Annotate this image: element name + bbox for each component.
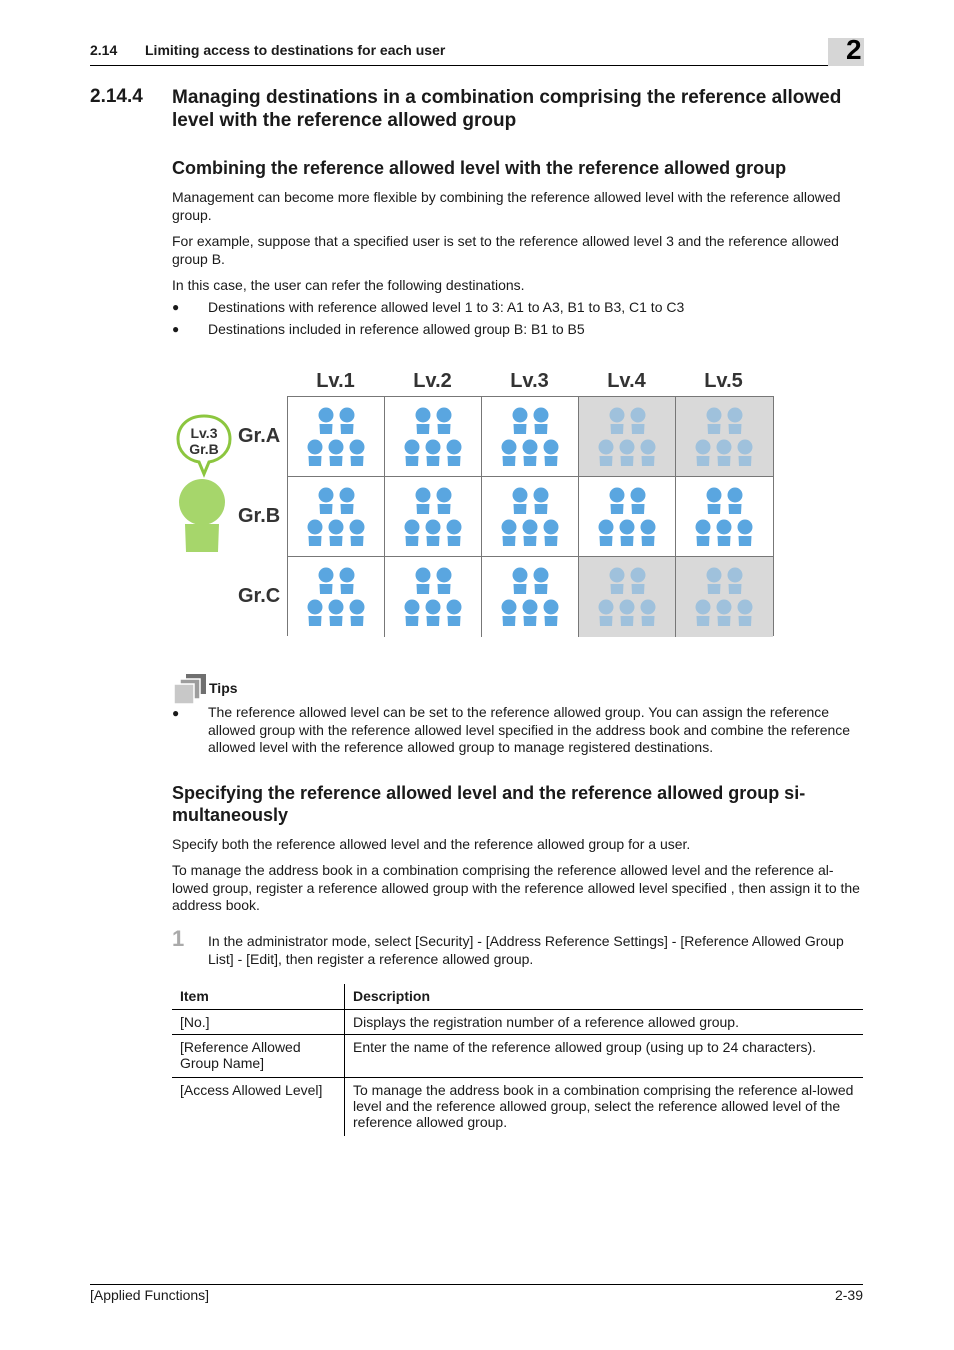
level-label-5: Lv.5 [704, 370, 743, 392]
person-icon [738, 520, 753, 547]
header-section-number: 2.14 [90, 42, 118, 58]
section2-title: Specifying the reference allowed level and the reference allowed group si-multaneously [172, 783, 806, 825]
badge-group: Gr.B [189, 441, 219, 457]
person-icon [631, 408, 646, 435]
person-icon [717, 440, 732, 467]
person-icon [610, 568, 625, 595]
person-icon [340, 568, 355, 595]
user-badge [180, 425, 228, 457]
table-row [172, 1035, 863, 1078]
person-icon [350, 520, 365, 547]
person-icon [340, 408, 355, 435]
chapter-number: 2 [846, 34, 862, 65]
person-icon [513, 488, 528, 515]
person-icon [502, 600, 517, 627]
destination-cell-b1 [288, 477, 385, 557]
destination-cell-b4 [579, 477, 676, 557]
footer-rule [90, 1284, 863, 1285]
person-icon [523, 520, 538, 547]
destination-cell-a5 [676, 397, 773, 477]
level-label-3: Lv.3 [510, 370, 549, 392]
destination-cell-c2 [385, 557, 482, 637]
person-icon [319, 568, 334, 595]
person-icon [426, 600, 441, 627]
person-icon [405, 440, 420, 467]
person-icon [437, 408, 452, 435]
person-icon [319, 488, 334, 515]
person-icon [405, 520, 420, 547]
person-icon [340, 488, 355, 515]
tips-bullet-1: The reference allowed level can be set to the reference allowed group. You can assign the reference allowed group with the reference allowed level specified in the address book and combine the reference allowed level with the reference allowed group to manage registered destinations. [208, 704, 851, 755]
person-icon [631, 488, 646, 515]
person-icon [641, 600, 656, 627]
person-icon [416, 488, 431, 515]
tips-label: Tips [209, 680, 238, 696]
person-icon [329, 520, 344, 547]
person-icon [717, 520, 732, 547]
person-icon [437, 568, 452, 595]
people-icon [288, 397, 385, 477]
person-icon [620, 440, 635, 467]
person-icon [426, 440, 441, 467]
person-icon [610, 488, 625, 515]
table-row [172, 1010, 863, 1035]
table-row [172, 1078, 863, 1137]
page-number: 2-39 [834, 1287, 863, 1303]
section1-bullet-1: Destinations with reference allowed level 1 to 3: A1 to A3, B1 to B3, C1 to C3 [208, 299, 685, 315]
people-icon [385, 557, 482, 637]
level-label-2: Lv.2 [413, 370, 452, 392]
destination-cell-a2 [385, 397, 482, 477]
destination-cell-b3 [482, 477, 579, 557]
group-label-a: Gr.A [238, 425, 281, 447]
person-icon [426, 520, 441, 547]
bullet-marker: ● [172, 322, 180, 336]
destination-cell-b2 [385, 477, 482, 557]
person-icon [534, 488, 549, 515]
person-icon [513, 568, 528, 595]
destination-cell-c4 [579, 557, 676, 637]
person-icon [599, 440, 614, 467]
section1-para3: In this case, the user can refer the following destinations. [172, 277, 525, 293]
destination-cell-c1 [288, 557, 385, 637]
person-icon [329, 600, 344, 627]
person-icon [696, 600, 711, 627]
person-icon [447, 600, 462, 627]
level-label-4: Lv.4 [607, 370, 646, 392]
person-icon [599, 600, 614, 627]
person-icon [308, 600, 323, 627]
table-cell-item: [Access Allowed Level] [172, 1078, 345, 1137]
table-header-item: Item [172, 984, 345, 1010]
table-cell-item: [No.] [172, 1010, 345, 1035]
person-icon [544, 440, 559, 467]
people-icon [385, 397, 482, 477]
person-icon [610, 408, 625, 435]
people-icon [288, 557, 385, 637]
section1-bullet-2: Destinations included in reference allowed group B: B1 to B5 [208, 321, 585, 337]
person-icon [728, 408, 743, 435]
section2-para1: Specify both the reference allowed level and the reference allowed group for a user. [172, 836, 691, 852]
person-icon [696, 520, 711, 547]
person-icon [707, 488, 722, 515]
person-icon [447, 440, 462, 467]
people-icon [579, 557, 676, 637]
person-icon [447, 520, 462, 547]
level-label-1: Lv.1 [316, 370, 355, 392]
header-rule [90, 65, 863, 66]
person-icon [738, 440, 753, 467]
group-label-c: Gr.C [238, 585, 281, 607]
destination-cell-a1 [288, 397, 385, 477]
person-icon [707, 568, 722, 595]
people-icon [385, 477, 482, 557]
destination-cell-c5 [676, 557, 773, 637]
tips-icon [174, 673, 208, 705]
destination-cell-a4 [579, 397, 676, 477]
person-icon [534, 568, 549, 595]
people-icon [579, 477, 676, 557]
person-icon [544, 520, 559, 547]
table-cell-description: Displays the registration number of a reference allowed group. [345, 1010, 864, 1035]
table-cell-item: [Reference Allowed Group Name] [172, 1035, 345, 1078]
person-icon [599, 520, 614, 547]
person-icon [513, 408, 528, 435]
people-icon [676, 557, 773, 637]
person-icon [728, 488, 743, 515]
bullet-marker: ● [172, 300, 180, 314]
person-icon [620, 520, 635, 547]
person-icon [631, 568, 646, 595]
people-icon [579, 397, 676, 477]
person-icon [437, 488, 452, 515]
table-cell-description: Enter the name of the reference allowed group (using up to 24 characters). [345, 1035, 864, 1078]
section1-para1: Management can become more flexible by combining the reference allowed level with the reference allowed group. [172, 189, 841, 223]
person-icon [350, 440, 365, 467]
person-icon [728, 568, 743, 595]
table-cell-description: To manage the address book in a combination comprising the reference al-lowed level and the reference allowed group, select the reference allowed level of the reference allowed group. [353, 1082, 854, 1130]
destination-cell-b5 [676, 477, 773, 557]
person-icon [523, 440, 538, 467]
heading-title: Managing destinations in a combination comprising the reference allowed level with the reference allowed group [172, 87, 842, 131]
people-icon [288, 477, 385, 557]
heading-number: 2.14.4 [90, 86, 143, 107]
person-icon [405, 600, 420, 627]
person-icon [717, 600, 732, 627]
section1-title: Combining the reference allowed level with the reference allowed group [172, 158, 787, 178]
person-icon [707, 408, 722, 435]
person-icon [416, 568, 431, 595]
person-icon [641, 520, 656, 547]
destination-grid [287, 396, 774, 636]
people-icon [676, 477, 773, 557]
people-icon [482, 477, 579, 557]
person-icon [502, 520, 517, 547]
destination-cell-a3 [482, 397, 579, 477]
person-icon [544, 600, 559, 627]
person-icon [641, 440, 656, 467]
people-icon [676, 397, 773, 477]
person-icon [329, 440, 344, 467]
person-icon [534, 408, 549, 435]
table-header-row [172, 984, 863, 1010]
person-icon [620, 600, 635, 627]
destination-cell-c3 [482, 557, 579, 637]
settings-table [172, 984, 863, 1136]
badge-level: Lv.3 [190, 425, 218, 441]
bullet-marker: ● [172, 706, 180, 720]
header-section-title: Limiting access to destinations for each user [145, 42, 446, 58]
person-icon [416, 408, 431, 435]
person-icon [350, 600, 365, 627]
person-icon [319, 408, 334, 435]
group-label-b: Gr.B [238, 505, 281, 527]
person-icon [738, 600, 753, 627]
section2-para2: To manage the address book in a combination comprising the reference allowed level and the reference al-lowed group, register a reference allowed group with the reference allowed level specified , then assign it to the address book. [172, 862, 860, 913]
person-icon [308, 440, 323, 467]
step-number: 1 [172, 926, 185, 951]
person-icon [502, 440, 517, 467]
step-text: In the administrator mode, select [Security] - [Address Reference Settings] - [Reference Allowed Group List] - [Edit], then register a reference allowed group. [208, 933, 844, 967]
person-icon [696, 440, 711, 467]
people-icon [482, 557, 579, 637]
person-icon [523, 600, 538, 627]
section1-para2: For example, suppose that a specified user is set to the reference allowed level 3 and the reference allowed group B. [172, 233, 839, 267]
person-icon [308, 520, 323, 547]
table-header-description: Description [345, 984, 864, 1010]
people-icon [482, 397, 579, 477]
footer-title: [Applied Functions] [90, 1287, 210, 1303]
